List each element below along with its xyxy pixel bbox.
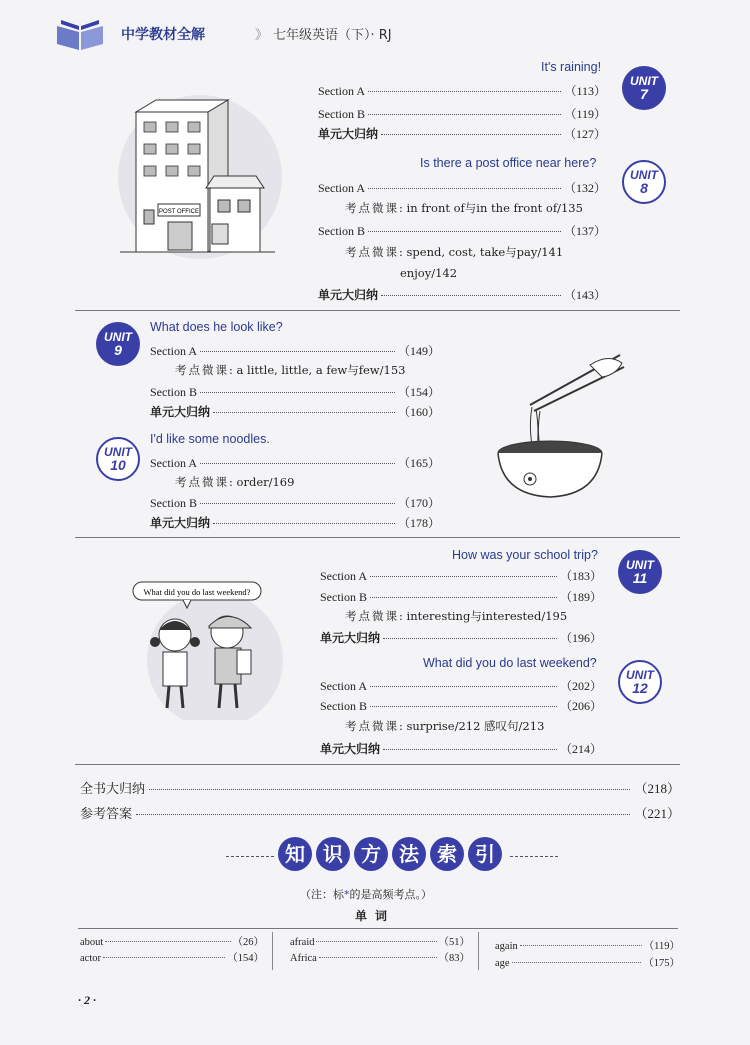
unit-10-badge: UNIT 10 [96, 437, 140, 481]
word-index-entry[interactable]: about （26） [80, 937, 264, 948]
unit-7-badge: UNIT 7 [622, 66, 666, 110]
toc-entry[interactable]: Section A （165） [150, 456, 440, 470]
toc-entry[interactable]: Section B （170） [150, 496, 440, 510]
banner-char: 方 [354, 837, 388, 871]
banner-dash-left [226, 856, 274, 857]
unit-11-badge: UNIT 11 [618, 550, 662, 594]
key-point-note: 考点微课: in front of与in the front of/135 [345, 201, 583, 215]
unit-12-title: What did you do last weekend? [423, 656, 597, 670]
banner-dash-right [510, 856, 558, 857]
series-title: 中学教材全解 [121, 27, 205, 43]
toc-entry[interactable]: Section B （206） [320, 699, 602, 713]
column-divider [272, 932, 273, 970]
toc-entry[interactable]: 单元大归纳 （143） [318, 288, 606, 302]
toc-entry[interactable]: Section B （137） [318, 224, 606, 238]
banner-char: 知 [278, 837, 312, 871]
header-arrow: 》 [255, 28, 269, 43]
unit-9-title: What does he look like? [150, 320, 283, 334]
word-index-entry[interactable]: age （175） [495, 958, 680, 969]
unit-8-title: Is there a post office near here? [420, 156, 597, 170]
post-office-illustration [100, 92, 290, 272]
toc-entry[interactable]: Section A （202） [320, 679, 602, 693]
toc-entry[interactable]: Section A （149） [150, 344, 440, 358]
page-number: · 2 · [78, 993, 96, 1007]
index-banner [278, 837, 506, 871]
word-index-entry[interactable]: actor （154） [80, 953, 264, 964]
toc-entry[interactable]: 单元大归纳 （127） [318, 127, 606, 141]
index-note: （注：标*的是高频考点。） [300, 888, 432, 901]
toc-entry[interactable]: Section A （113） [318, 84, 606, 98]
toc-entry[interactable]: Section B （154） [150, 385, 440, 399]
toc-entry[interactable]: 单元大归纳 （178） [150, 516, 440, 530]
book-logo-icon [55, 18, 107, 52]
key-point-note: 考点微课: a little, little, a few与few/153 [175, 363, 406, 377]
key-point-note: 考点微课: surprise/212 感叹句/213 [345, 719, 545, 733]
toc-entry[interactable]: 单元大归纳 （196） [320, 631, 602, 645]
toc-entry[interactable]: Section A （183） [320, 569, 602, 583]
unit-8-badge: UNIT 8 [622, 160, 666, 204]
noodle-bowl-illustration [490, 345, 640, 505]
book-title: 七年级英语（下）· RJ [273, 28, 392, 43]
toc-entry[interactable]: 单元大归纳 （214） [320, 742, 602, 756]
key-point-note: enjoy/142 [400, 266, 458, 280]
key-point-note: 考点微课: spend, cost, take与pay/141 [345, 245, 564, 259]
unit-10-title: I'd like some noodles. [150, 432, 270, 446]
word-index-entry[interactable]: afraid （51） [290, 937, 470, 948]
word-index-entry[interactable]: again （119） [495, 941, 680, 952]
banner-char: 法 [392, 837, 426, 871]
toc-entry[interactable]: Section A （132） [318, 181, 606, 195]
words-rule [78, 928, 678, 929]
page-header [55, 18, 715, 48]
words-section-title: 单词 [355, 909, 396, 923]
key-point-note: 考点微课: interesting与interested/195 [345, 609, 568, 623]
banner-char: 索 [430, 837, 464, 871]
banner-char: 引 [468, 837, 502, 871]
key-point-note: 考点微课: order/169 [175, 475, 295, 489]
unit-7-title: It's raining! [541, 60, 602, 74]
toc-entry[interactable]: Section B （119） [318, 107, 606, 121]
answer-key-entry[interactable]: 参考答案 （221） [80, 806, 680, 822]
speech-bubble-text: What did you do last weekend? [143, 587, 251, 597]
banner-char: 识 [316, 837, 350, 871]
kids-illustration [125, 580, 300, 720]
toc-entry[interactable]: 单元大归纳 （160） [150, 405, 440, 419]
column-divider [478, 932, 479, 970]
unit-12-badge: UNIT 12 [618, 660, 662, 704]
post-office-sign: POST OFFICE [159, 209, 199, 215]
unit-9-badge: UNIT 9 [96, 322, 140, 366]
section-divider [75, 537, 680, 538]
word-index-entry[interactable]: Africa （83） [290, 953, 470, 964]
section-divider [75, 764, 680, 765]
book-summary-entry[interactable]: 全书大归纳 （218） [80, 781, 680, 797]
unit-11-title: How was your school trip? [452, 548, 598, 562]
toc-entry[interactable]: Section B （189） [320, 590, 602, 604]
section-divider [75, 310, 680, 311]
